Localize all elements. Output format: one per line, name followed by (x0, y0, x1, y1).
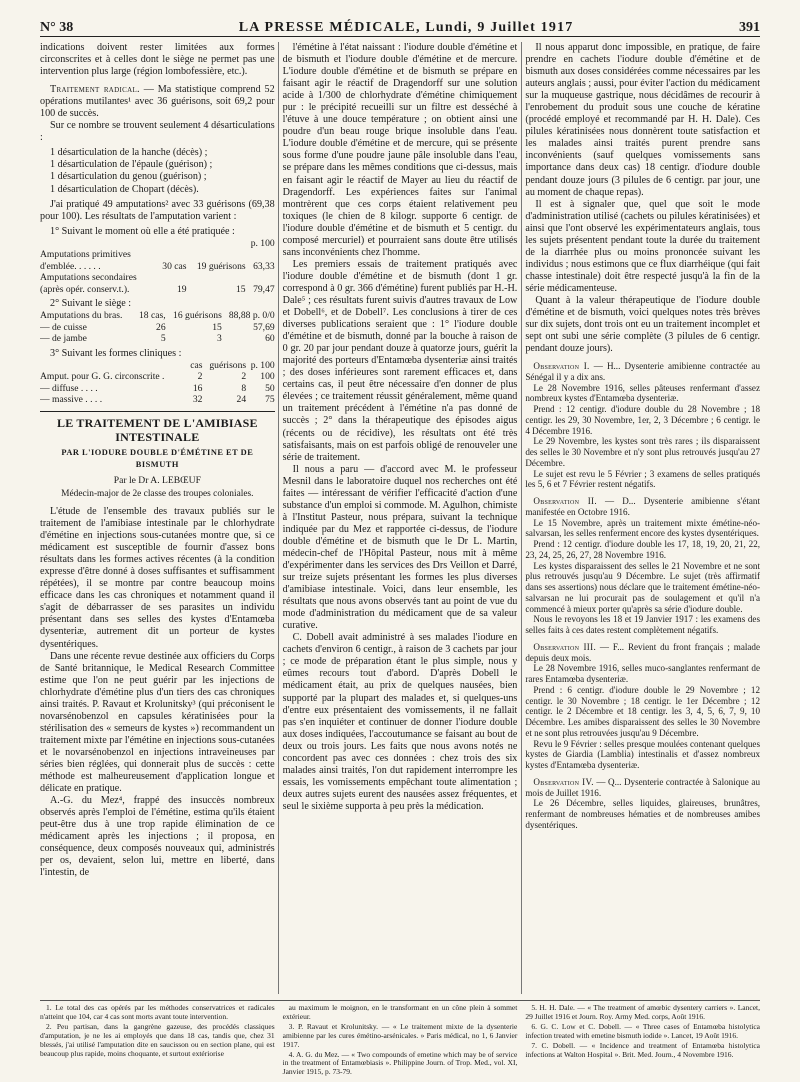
disart-intro: Sur ce nombre se trouvent seulement 4 désarticulations : (40, 120, 275, 144)
observation-heading (525, 777, 760, 799)
observation-note: Le 15 Novembre, après un traitement mixte émétine-néo-salvarsan, les selles renferment encore des kystes dysentériques. (525, 517, 761, 539)
table-cell: 2 (241, 371, 247, 383)
column-rule (278, 42, 279, 994)
table-row (40, 310, 275, 322)
table-cell: 15 (212, 321, 222, 333)
footnotes (40, 1000, 760, 1078)
disarticulation-item: 1 désarticulation de l'épaule (guérison) ; (50, 159, 213, 171)
footnotes-col-1 (40, 1004, 275, 1078)
table-cell (246, 272, 275, 284)
table-cell (187, 249, 246, 261)
body-paragraph: Il est à signaler que, quel que soit le mode d'administration utilisé (cachets ou pilules kératinisées) et ainsi que l'ont observé les expérimentateurs anglais, tous les sujets présentent pendant toute la durée du traitement de la diarrhée plus ou moins prononcée suivant les individus ; nous estimons que ce flux diarrhéique (qui fait chasse intestinale) doit être respecté jusqu'à la fin de la série médicamenteuse. (525, 198, 761, 294)
body-paragraph: Les premiers essais de traitement pratiqués avec l'iodure double d'émétine et de bismuth (dont 1 gr. correspond à 0 gr. 366 d'émétine) furent publiés par H.-H. Dale⁵ ; ces résultats furent suivis d'autres travaux de Low et Dobell⁶, et de Dobell⁷. Les conclusions à tirer de ces diverses publications seraient que : 1° l'iodure double d'émétine et de bismuth, donné par la bouche à raison de 0 gr. 20 par jour pendant douze à quatorze jours, guérit la majorité des porteurs d'Entamœba dysenteriæ ainsi traités ; des doses inférieures sont rarement efficaces et, dans certains cas, il peut être nécessaire d'en donner de plus élevées ; ce traitement réussit généralement, même quand un traitement précédent à l'émétine n'a pas donné de succès ; 2° dans la thérapeutique des épisodes aigus (récents ou de récidive), les résultats ont été très satisfaisants, mais on est parfois obligé de renouveler une série de traitement. (282, 258, 518, 463)
article-author: Par le Dr A. LEBŒUF (113, 474, 201, 486)
table-row (40, 272, 275, 284)
section-siege: 2° Suivant le siège : (50, 298, 132, 310)
body-paragraph: Il nous a paru — d'accord avec M. le professeur Mesnil dans le laboratoire duquel nos recherches ont été faites — intéressant de vérifier l'efficacité d'action d'une substance d'un emploi si commode. M. Agulhon, chimiste à l'Institut Pasteur, nous prépara, suivant la technique indiquée par du Mez et rapportée ci-dessus, de l'iodure double d'émétine et de bismuth que le Dr L. Martin, médecin-chef de l'Hôpital Pasteur, nous mit à même d'expérimenter dans les services des Drs Veillon et Darré, sur treize sujets présentant les formes les plus diverses d'amibiase intestinale. Voici, dans leur ensemble, les résultats que nous avons observés tant au point de vue du mode d'administration du médicament que de sa valeur curative. (282, 463, 518, 632)
footnote: 5. H. H. Dale. — « The treatment of amœbic dysentery carriers ». Lancet, 29 Juillet 1916 et Journ. Roy. Army Med. corps, Août 1916. (525, 1003, 761, 1021)
table-row (40, 261, 275, 273)
column-rule (521, 42, 522, 994)
column-2 (283, 42, 518, 994)
issue-number: N° 38 (40, 20, 74, 35)
footnote: 2. Peu partisan, dans la gangrène gazeuse, des procédés classiques d'amputation, je ne les ai employés que dans 18 cas, tandis que, chez 31 blessés, j'ai utilisé l'amputation dite en saucisson ou en section plane, qui est beaucoup plus rapide, moins choquante, et surtout extériorise (40, 1021, 275, 1058)
disarticulation-item: 1 désarticulation de Chopart (décès). (50, 183, 199, 195)
table-cell: Amputations secondaires (40, 272, 137, 284)
body-paragraph: Dans une récente revue destinée aux officiers du Corps de Santé britannique, le Medical Research Committee estime que l'on ne peut guérir par les injections de chlorhydrate d'émétine plus d'un tiers des cas chroniques ainsi traités. P. Ravaut et Krolunitsky³ (qui préconisent le novarsénobenzol en capsules kératinisées pour la stérilisation des « semeurs de kystes ») recommandent un traitement mixte par l'émétine en injections sous-cutanées et le novarsénobenzol en injections intraveineuses par séries bien réglées, qui donnerait plus de succès : cette méthode est malheureusement d'application longue et délicate en pratique. (40, 650, 275, 795)
table-cell: 19 (176, 283, 187, 295)
t3-head-pct: p. 100 (250, 359, 275, 371)
footnotes-col-2 (283, 1004, 518, 1078)
observation-heading (525, 361, 760, 383)
observation-lead: Observation III. (533, 641, 597, 652)
table-row (40, 333, 275, 345)
radical-text: — Ma statistique comprend 52 opérations mutilantes¹ avec 36 guérisons, soit 69,2 pour 100 de succès. (40, 84, 275, 120)
table-row (40, 284, 275, 296)
observation-note: Les kystes disparaissent des selles le 21 Novembre et ne sont plus retrouvés jusqu'au 9 Décembre. Le sujet (très affirmatif dans ses assertions) nous déclare que le traitement émétine-néo-salvarsan ne lui procurait pas de soulagement et qu'il n'a commencé à mieux porter qu'après sa série d'iodure double. (525, 560, 761, 614)
column-2-body (283, 42, 518, 813)
disarticulation-item: 1 désarticulation du genou (guérison) ; (50, 171, 207, 183)
observation-heading (525, 496, 760, 518)
body-paragraph: Il nous apparut donc impossible, en pratique, de faire prendre en cachets l'iodure double d'émétine et de bismuth aux doses considérées comme nécessaires par les auteurs anglais ; aussi, pour éviter l'action du médicament sur la muqueuse gastrique, nous décidâmes de recourir à l'enrobement du produit sous une couche de kératine (procédé employé et recommandé par H. H. Dale). Ces pilules kératinisées nous donnèrent toute satisfaction et les malades ainsi traités purent prendre sans inconvénients (sauf quelques vomissements sans importance dans deux cas) 18 centigr. d'iodure double pendant douze jours (3 pilules de 6 centigr. par jour, une au moment de chaque repas). (525, 42, 761, 198)
table-moment (40, 238, 275, 296)
table-row (40, 383, 275, 395)
page-number: 391 (739, 20, 760, 35)
footnote: 4. A. G. du Mez. — « Two compounds of emetine which may be of service in the treatment of Entamœbiasis ». Philippine Journ. of Trop. Med., vol. XI, Janvier 1915, p. 73-79. (282, 1049, 518, 1077)
table-row (40, 394, 275, 406)
body-paragraph: l'émétine à l'état naissant : l'iodure double d'émétine et de bismuth et l'iodure double d'émétine et de mercure. L'iodure double d'émétine et de bismuth se prépare en faisant agir le réactif de Dragendorff sur une solution acide à 1/300 de chlorhydrate d'émétine chimiquement pur : le précipité recueilli sur un filtre est desséché à l'étuve à une douce température ; on obtient ainsi une poudre d'un beau rouge brique insoluble dans l'eau. L'iodure double d'émétine et de mercure, qui se présente sous forme d'une poudre jaune pâle insoluble dans l'eau, se prépare dans les mêmes conditions que ci-dessus, mais en faisant agir le réactif de Mayer au lieu du réactif de Dragendorff. Les expériences faites sur l'animal montrèrent que ces corps étaient relativement peu toxiques (le chien de 8 kilogr. supporte 6 centigr. de l'iodure double d'émétine et de bismuth et 5 centigr. du composé mercuriel) et pourraient sans doute être utilisés sans inconvénients chez l'homme. (282, 42, 518, 258)
table-cell: 88,88 p. 0/0 (228, 310, 275, 322)
article-divider (40, 411, 275, 412)
table-col-head: p. 100 (250, 237, 275, 249)
table-cell: 26 (156, 321, 166, 333)
table-cell: 5 (160, 333, 166, 345)
table-cell: — de jambe (40, 333, 87, 345)
body-paragraph: Quant à la valeur thérapeutique de l'iodure double d'émétine et de bismuth, voici quelques notes très brèves sur dix sujets, dont trois ont eu un traitement incomplet et sept ont subi une série complète (3 pilules de 6 centigr. pendant douze jours). (525, 294, 761, 355)
table-clinical (40, 360, 275, 406)
article-body-start (40, 506, 275, 879)
observation-lead: Observation II. (533, 496, 597, 507)
column-3 (525, 42, 760, 994)
observation-note: Prend : 6 centigr. d'iodure double le 29 Novembre ; 12 centigr. le 30 Novembre ; 18 centigr. le 1er Décembre ; 12 centigr. le 2 Décembre et 18 centigr. les 3, 4, 5, 6, 7, 9, 10 Décembre. Les amibes disparaissent des selles le 30 Novembre et ne sont plus retrouvées jusqu'au 9 Décembre. (525, 684, 761, 738)
intro-paragraph: indications doivent rester limitées aux formes circonscrites et à celles dont le siège ne permet pas une intervention plus large (région lombofessière, etc.). (40, 42, 275, 78)
footnote: 7. C. Dobell. — « Incidence and treatment of Entamœba histolytica infections at Walton Hospital ». Brit. Med. Journ., 4 Novembre 1916. (525, 1040, 761, 1059)
article-title: LE TRAITEMENT DE L'AMIBIASE INTESTINALE (56, 415, 258, 444)
column-1 (40, 42, 275, 994)
table-cell: 79,47 (253, 283, 275, 295)
table-cell: 30 cas (162, 260, 187, 272)
footnote: au maximum le moignon, en le transformant en un cône plein à sommet extérieur. (282, 1003, 518, 1021)
table-cell: 3 (217, 333, 222, 345)
body-paragraph: A.-G. du Mez⁴, frappé des insuccès nombreux observés après l'emploi de l'émétine, estima qu'ils étaient peut-être dus à une trop rapide élimination de ce médicament après les injections ; il proposa, en conséquence, deux composés nouveaux qui, administrés per os, devaient, selon lui, mettre en liberté, dans l'intestin, de (40, 795, 275, 879)
disarticulation-list (40, 147, 275, 195)
table-cell: 100 (260, 371, 275, 383)
author-rank: Médecin-major de 2e classe des troupes coloniales. (61, 488, 254, 499)
table-row (40, 371, 275, 383)
footnote: 6. G. C. Low et C. Dobell. — « Three cases of Entamœba histolytica infection treated with emetine bismuth iodide ». Lancet, 19 Août 1916. (525, 1021, 761, 1040)
table-cell: 16 (192, 382, 203, 394)
footnote: 3. P. Ravaut et Krolunitsky. — « Le traitement mixte de la dysenterie amibienne par les cures émétino-arsénicales. » Paris médical, no 1, 6 Janvier 1917. (282, 1021, 518, 1049)
body-paragraph: L'étude de l'ensemble des travaux publiés sur le traitement de l'amibiase intestinale par le chlorhydrate d'émétine en injections sous-cutanées montre que, si ce médicament est susceptible de fournir d'assez bons résultats dans les formes actives récentes (à la condition expresse d'être donné à doses suffisantes et suffisamment répétées), il se montre par contre beaucoup moins efficace dans les cas chroniques et notamment quand il s'agit de débarrasser de ses parasites un individu présentant dans ses selles des kystes d'Entamœba dysenteriæ, autrement dit un porteur de kystes dysentériques. (40, 505, 275, 650)
observation-note: Le sujet est revu le 5 Février ; 3 examens de selles pratiqués les 5, 6 et 7 Février restent négatifs. (525, 468, 761, 490)
table-cell: 63,33 (253, 260, 275, 272)
table-cell: 19 guérisons (196, 260, 246, 272)
table-cell: 50 (265, 382, 275, 394)
observation-note: Le 29 Novembre, les kystes sont très rares ; ils disparaissent des selles le 30 Novembre et n'y sont plus retrouvés jusqu'au 27 Décembre. (525, 436, 761, 468)
table-row (40, 322, 275, 334)
table-cell: 60 (265, 333, 275, 345)
footnotes-col-3 (525, 1004, 760, 1078)
column-3-body (525, 42, 760, 355)
table-cell: 24 (236, 394, 247, 406)
disarticulation-item: 1 désarticulation de la hanche (décès) ; (50, 147, 208, 159)
observation-note: Le 28 Novembre 1916, selles pâteuses renfermant d'assez nombreux kystes d'Entamœba dysenteriæ. (525, 382, 761, 404)
table-cell: d'emblée. . . . . . (40, 260, 101, 272)
table-cell: — massive . . . . (40, 394, 103, 406)
observation-summary: — Q... Dysenterie contractée à Salonique au mois de Juillet 1916. (525, 776, 761, 798)
table-cell: Amputations du bras. (40, 310, 123, 322)
table-cell: 8 (241, 382, 247, 394)
table-cell: 2 (197, 371, 203, 383)
table-cell: 16 guérisons (173, 310, 222, 322)
observations (525, 361, 760, 831)
page-header (40, 14, 760, 37)
amputation-paragraph: J'ai pratiqué 49 amputations² avec 33 guérisons (69,38 pour 100). Les résultats de l'amputation varient : (40, 198, 275, 222)
journal-title: LA PRESSE MÉDICALE, Lundi, 9 Juillet 1917 (238, 20, 574, 35)
article-subtitle: PAR L'IODURE DOUBLE D'ÉMÉTINE ET DE BISMUTH (61, 447, 254, 469)
observation-note: Le 26 Décembre, selles liquides, glaireuses, brunâtres, renfermant de nombreuses hématies et de nombreuses amibes dysentériques. (525, 798, 761, 830)
observation-heading (525, 642, 760, 664)
section-clinical: 3° Suivant les formes cliniques : (50, 347, 182, 359)
t3-head-cas: cas (190, 359, 203, 371)
body-paragraph: C. Dobell avait administré à ses malades l'iodure en cachets d'environ 6 centigr., à raison de 3 cachets par jour ; ce mode de préparation étant le plus simple, nous y eûmes recours tout d'abord. D'après Dobell le médicament était, au prix de quelques nausées, bien supporté par la plupart des malades et, si quelques-uns d'entre eux présentaient des vomissements, il ne fallait pas s'en inquiéter et continuer de donner l'iodure double aux doses indiquées, l'accoutumance se faisant au bout de deux ou trois jours. Les faits que nous avons notés ne concordent pas avec ces données : chez trois des six malades ainsi traités, l'on dut rapidement interrompre les essais, les vomissements empêchant toute alimentation ; deux autres sujets eurent des nausées assez fréquentes, et seul le sixième supporta à peu près la médication. (282, 632, 518, 812)
table-cell (246, 249, 275, 261)
table-row (40, 249, 275, 261)
table-cell (157, 272, 186, 284)
footnote: 1. Le total des cas opérés par les méthodes conservatrices et radicales n'atteint que 104, car 4 cas sont morts avant toute intervention. (40, 1003, 275, 1021)
observation-note: Prend : 12 centigr. d'iodure double du 28 Novembre ; 18 centigr. les 29, 30 Novembre, 1er, 2, 3 Décembre ; 6 centigr. le 4 Décembre 1916. (525, 404, 761, 436)
table-cell: — de cuisse (40, 321, 87, 333)
table-cell: 75 (265, 394, 275, 406)
table-cell: Amputations primitives (40, 249, 131, 261)
observation-summary: — F... Revient du front français ; malade depuis deux mois. (525, 641, 761, 663)
observation-note: Revu le 9 Février : selles presque moulées contenant quelques kystes de Giardia (Lamblia) intestinalis et d'assez nombreux kystes d'Entamœba dysenteriæ. (525, 738, 761, 771)
table-cell: 57,69 (253, 321, 275, 333)
table-cell (157, 249, 186, 261)
radical-paragraph (40, 84, 275, 120)
table-cell (187, 272, 246, 284)
table-siege (40, 310, 275, 345)
radical-lead: Traitement radical. (50, 84, 140, 96)
table-cell: 32 (192, 394, 203, 406)
observation-summary: — H... Dysenterie amibienne contractée au Sénégal il y a dix ans. (525, 361, 761, 382)
columns (40, 42, 760, 994)
observation-note: Nous le revoyons les 18 et 19 Janvier 1917 : les examens des selles faits à ces dates restent complètement négatifs. (525, 614, 761, 636)
observation-note: Prend : 12 centigr. d'iodure double les 17, 18, 19, 20, 21, 22, 23, 24, 25, 26, 27, 28 Novembre 1916. (525, 539, 761, 560)
table-cell: — diffuse . . . . (40, 382, 98, 394)
section-moment: 1° Suivant le moment où elle a été pratiquée : (50, 225, 235, 237)
observation-note: Le 28 Novembre 1916, selles muco-sanglantes renfermant de rares Entamœba dysenteriæ. (525, 663, 761, 685)
table-cell: Amput. pour G. G. circonscrite . (40, 371, 165, 383)
table-cell: (après opér. conserv.t.). (40, 283, 130, 295)
observation-lead: Observation I. (533, 361, 590, 372)
table-cell: 18 cas, (138, 310, 166, 322)
table-cell: 15 (236, 283, 246, 295)
observation-summary: — D... Dysenterie amibienne s'étant manifestée en Octobre 1916. (525, 496, 761, 517)
t3-head-guer: guérisons (209, 359, 247, 371)
observation-lead: Observation IV. (533, 776, 594, 787)
